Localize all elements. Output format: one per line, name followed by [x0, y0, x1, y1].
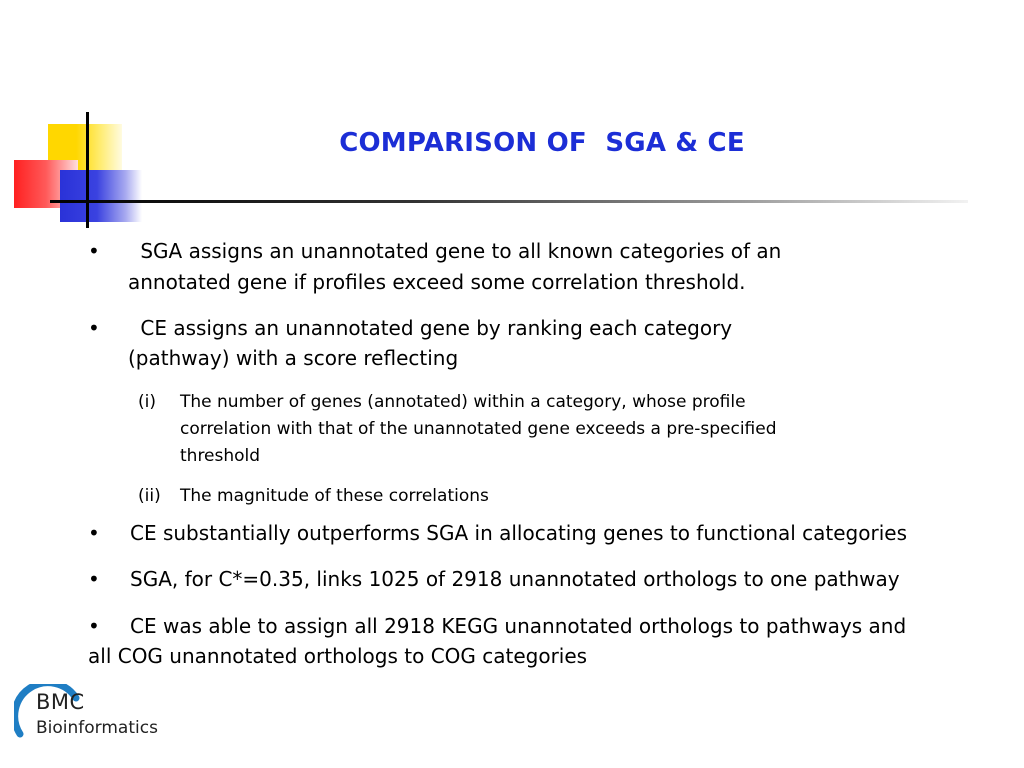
bullet-4-line-1: SGA, for C*=0.35, links 1025 of 2918 unannotated orthologs to one pathway [130, 567, 900, 591]
bullet-2-line-2: (pathway) with a score reflecting [128, 346, 459, 370]
logo-text-bmc: BMC [36, 690, 85, 714]
bullet-marker: • [88, 521, 100, 545]
bullet-1 [88, 236, 781, 267]
subitem-i-line-3: threshold [180, 446, 261, 466]
subitem-ii-line-1: The magnitude of these correlations [180, 486, 489, 506]
bullet-marker: • [88, 614, 100, 638]
bullet-5-line-1: CE was able to assign all 2918 KEGG unannotated orthologs to pathways and [130, 614, 907, 638]
bmc-bioinformatics-logo [14, 684, 184, 754]
bullet-5-line-2: all COG unannotated orthologs to COG categories [88, 644, 588, 668]
bullet-1-line-1: SGA assigns an unannotated gene to all known categories of an [134, 239, 782, 263]
bullet-5-cont [88, 641, 587, 672]
subitem-i-marker: (i) [138, 392, 156, 412]
bullet-5 [88, 611, 906, 642]
decor-blue-square [60, 170, 142, 222]
subitem-i-line-1: The number of genes (annotated) within a category, whose profile [180, 392, 746, 412]
bullet-2-line-1: CE assigns an unannotated gene by ranking each category [134, 316, 733, 340]
bullet-1-line-2: annotated gene if profiles exceed some correlation threshold. [128, 270, 746, 294]
slide-title: COMPARISON OF SGA & CE [339, 128, 745, 158]
bullet-marker: • [88, 567, 100, 591]
bullet-marker: • [88, 316, 100, 340]
subitem-ii-marker: (ii) [138, 486, 161, 506]
bullet-3-line-1: CE substantially outperforms SGA in allocating genes to functional categories [130, 521, 907, 545]
bullet-2-cont [128, 343, 458, 374]
bullet-2 [88, 313, 732, 344]
subitem-i-line-2: correlation with that of the unannotated gene exceeds a pre-specified [180, 419, 777, 439]
bullet-1-cont [128, 267, 746, 298]
bullet-3 [88, 518, 907, 549]
bullet-marker: • [88, 239, 100, 263]
title-underline [50, 200, 968, 203]
logo-text-bioinformatics: Bioinformatics [36, 718, 158, 738]
bullet-4 [88, 564, 900, 595]
